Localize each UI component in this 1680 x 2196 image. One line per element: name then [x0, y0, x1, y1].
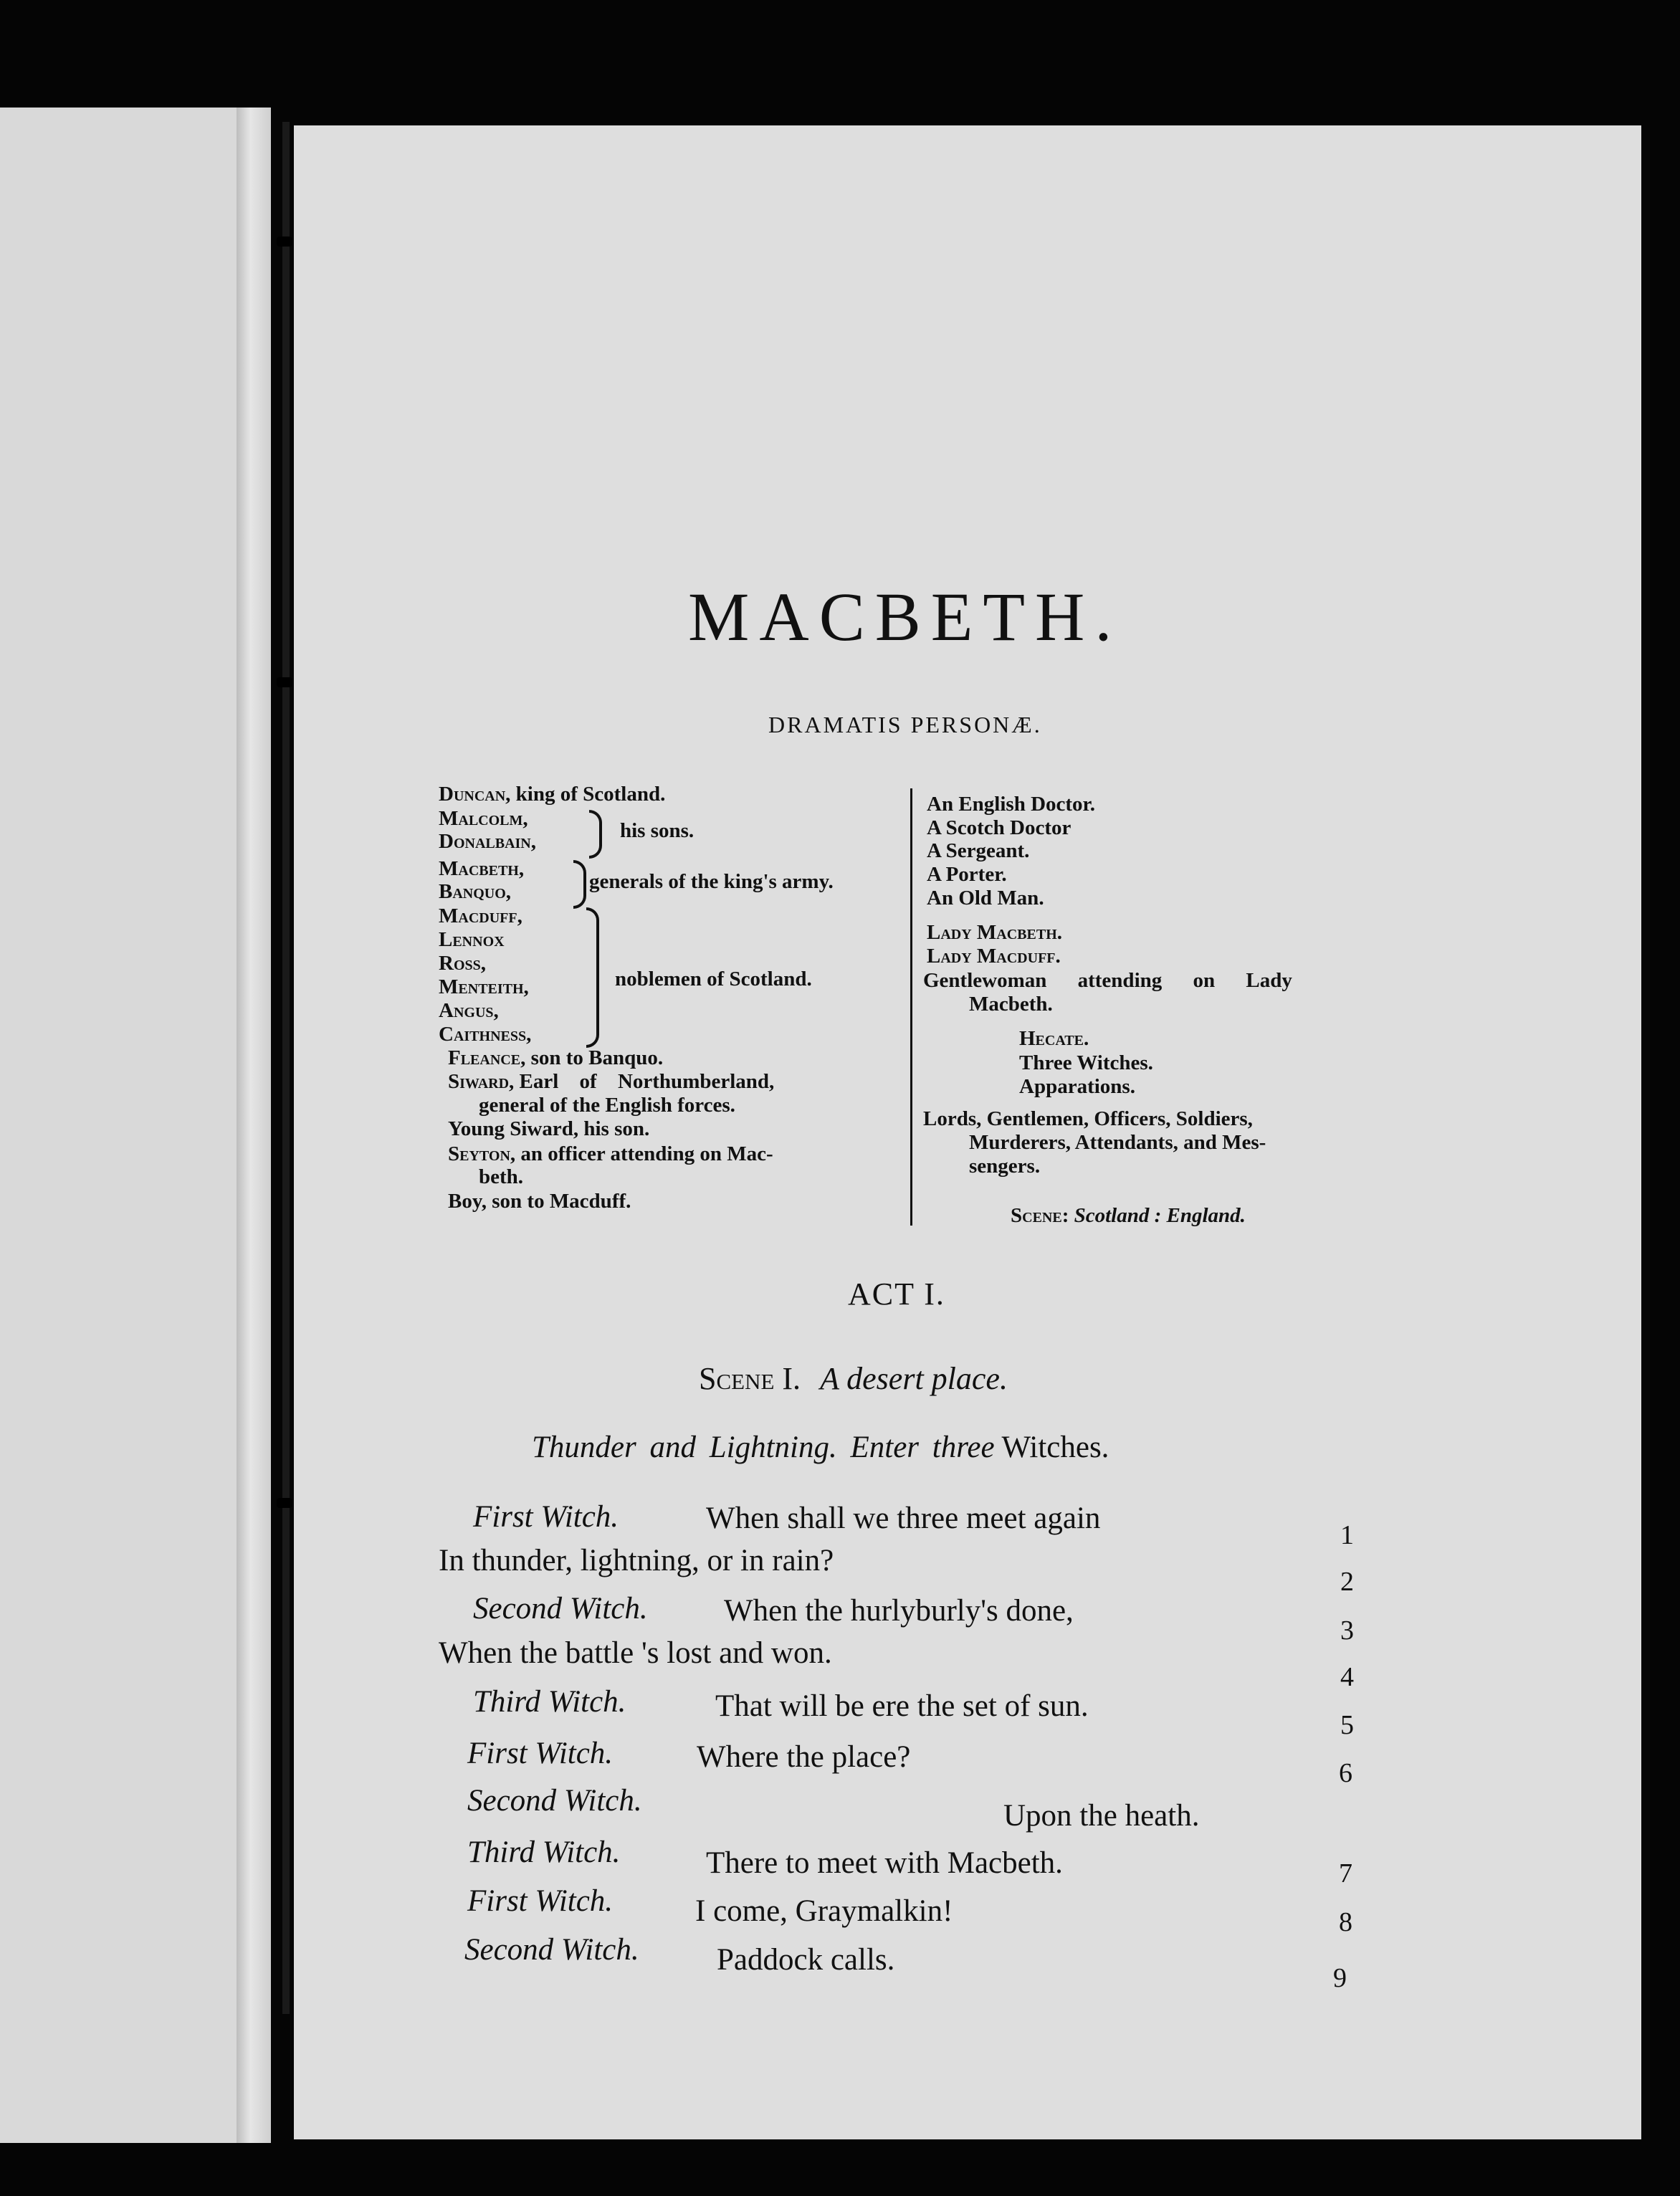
scene-setting: [1011, 1204, 1246, 1228]
verse-line: Upon the heath.: [1003, 1799, 1200, 1833]
line-number: 8: [1339, 1907, 1352, 1937]
character-name: Lady Macbeth.: [927, 921, 1063, 944]
stage-direction-text: Thunder and Lightning. Enter three: [532, 1431, 995, 1464]
character-name: Ross,: [439, 952, 486, 975]
speaker-name: Second Witch.: [473, 1592, 648, 1625]
facing-page-left: [0, 108, 237, 2143]
character-desc: king of Scotland.: [515, 783, 666, 806]
column-divider: [910, 788, 912, 1226]
character-group-desc: generals of the king's army.: [589, 870, 834, 893]
character-name: Donalbain,: [439, 830, 536, 853]
character-name: Lennox: [439, 928, 505, 951]
brace: [573, 860, 586, 909]
line-number: 1: [1340, 1520, 1354, 1550]
verse-line: I come, Graymalkin!: [695, 1894, 953, 1928]
verse-line: When the hurlyburly's done,: [724, 1594, 1074, 1628]
character-name: Hecate.: [1019, 1027, 1089, 1050]
character-name: Fleance,: [448, 1046, 526, 1069]
scene-number: Scene I.: [699, 1361, 801, 1396]
speaker-name: Second Witch.: [467, 1784, 642, 1818]
verse-line: Paddock calls.: [717, 1943, 895, 1977]
play-title: MACBETH.: [688, 578, 1122, 655]
character-desc: general of the English forces.: [479, 1094, 735, 1117]
character-name: Seyton,: [448, 1142, 516, 1165]
line-number: 5: [1340, 1710, 1354, 1740]
line-number: 6: [1339, 1758, 1352, 1788]
cast-entry: [439, 783, 665, 806]
character-name: sengers.: [969, 1155, 1041, 1178]
character-desc: son to Banquo.: [530, 1046, 664, 1069]
character-name: Siward,: [448, 1070, 515, 1093]
character-name: Banquo,: [439, 880, 512, 903]
character-name: Murderers, Attendants, and Mes-: [969, 1131, 1266, 1154]
speaker-name: Second Witch.: [464, 1933, 639, 1967]
character-name: Boy, son to Macduff.: [448, 1190, 631, 1213]
character-group-desc: noblemen of Scotland.: [615, 968, 812, 990]
stage-direction-role: Witches.: [1001, 1431, 1109, 1464]
binding-stitch: [277, 1498, 292, 1508]
scene-label: Scene:: [1011, 1204, 1069, 1227]
brace: [586, 907, 599, 1048]
character-desc: Earl of Northumberland,: [519, 1070, 775, 1093]
cast-entry: [448, 1070, 774, 1094]
character-name: A Scotch Doctor: [927, 816, 1072, 839]
brace: [589, 810, 602, 859]
character-name: Apparations.: [1019, 1075, 1135, 1098]
character-name: Duncan,: [439, 783, 511, 806]
binding-thread: [282, 122, 290, 2014]
binding-stitch: [277, 237, 292, 247]
line-number: 2: [1340, 1567, 1354, 1597]
cast-entry: [448, 1046, 663, 1070]
scene-places: Scotland : England.: [1074, 1204, 1246, 1227]
speaker-name: Third Witch.: [467, 1835, 621, 1869]
character-name: An English Doctor.: [927, 793, 1096, 816]
scene-place: A desert place.: [820, 1361, 1008, 1396]
character-desc: Macbeth.: [969, 993, 1053, 1016]
verse-line: In thunder, lightning, or in rain?: [439, 1544, 834, 1577]
verse-line: That will be ere the set of sun.: [715, 1689, 1089, 1723]
verse-line: When shall we three meet again: [706, 1502, 1101, 1535]
character-name: Macbeth,: [439, 857, 525, 880]
line-number: 9: [1333, 1963, 1347, 1993]
character-name: Lady Macduff.: [927, 945, 1061, 968]
line-number: 4: [1340, 1662, 1354, 1692]
line-number: 7: [1339, 1858, 1352, 1889]
character-name: Angus,: [439, 999, 499, 1022]
scene-heading: [699, 1360, 1008, 1397]
character-name: Lords, Gentlemen, Officers, Soldiers,: [923, 1107, 1253, 1130]
character-name: Caithness,: [439, 1023, 532, 1046]
character-name: A Porter.: [927, 863, 1007, 886]
character-name: Three Witches.: [1019, 1051, 1153, 1074]
speaker-name: First Witch.: [467, 1737, 614, 1770]
page-gutter: [237, 108, 271, 2143]
character-name: Menteith,: [439, 975, 529, 998]
character-desc: beth.: [479, 1165, 524, 1188]
character-name: A Sergeant.: [927, 839, 1030, 862]
character-name: Young Siward, his son.: [448, 1117, 650, 1140]
character-name: Macduff,: [439, 904, 522, 927]
dramatis-personae-heading: DRAMATIS PERSONÆ.: [768, 712, 1042, 737]
character-name: Gentlewoman attending on Lady: [923, 969, 1292, 992]
verse-line: There to meet with Macbeth.: [706, 1846, 1063, 1880]
verse-line: Where the place?: [697, 1740, 911, 1774]
binding-stitch: [277, 677, 292, 687]
line-number: 3: [1340, 1615, 1354, 1646]
stage-direction: [532, 1430, 1109, 1465]
cast-entry: [448, 1142, 773, 1166]
verse-line: When the battle 's lost and won.: [439, 1636, 832, 1670]
speaker-name: Third Witch.: [473, 1685, 626, 1719]
act-heading: ACT I.: [848, 1276, 945, 1312]
character-group-desc: his sons.: [620, 819, 695, 842]
speaker-name: First Witch.: [473, 1500, 619, 1534]
speaker-name: First Witch.: [467, 1884, 614, 1918]
character-desc: an officer attending on Mac-: [520, 1142, 773, 1165]
character-name: An Old Man.: [927, 887, 1044, 910]
character-name: Malcolm,: [439, 807, 528, 830]
